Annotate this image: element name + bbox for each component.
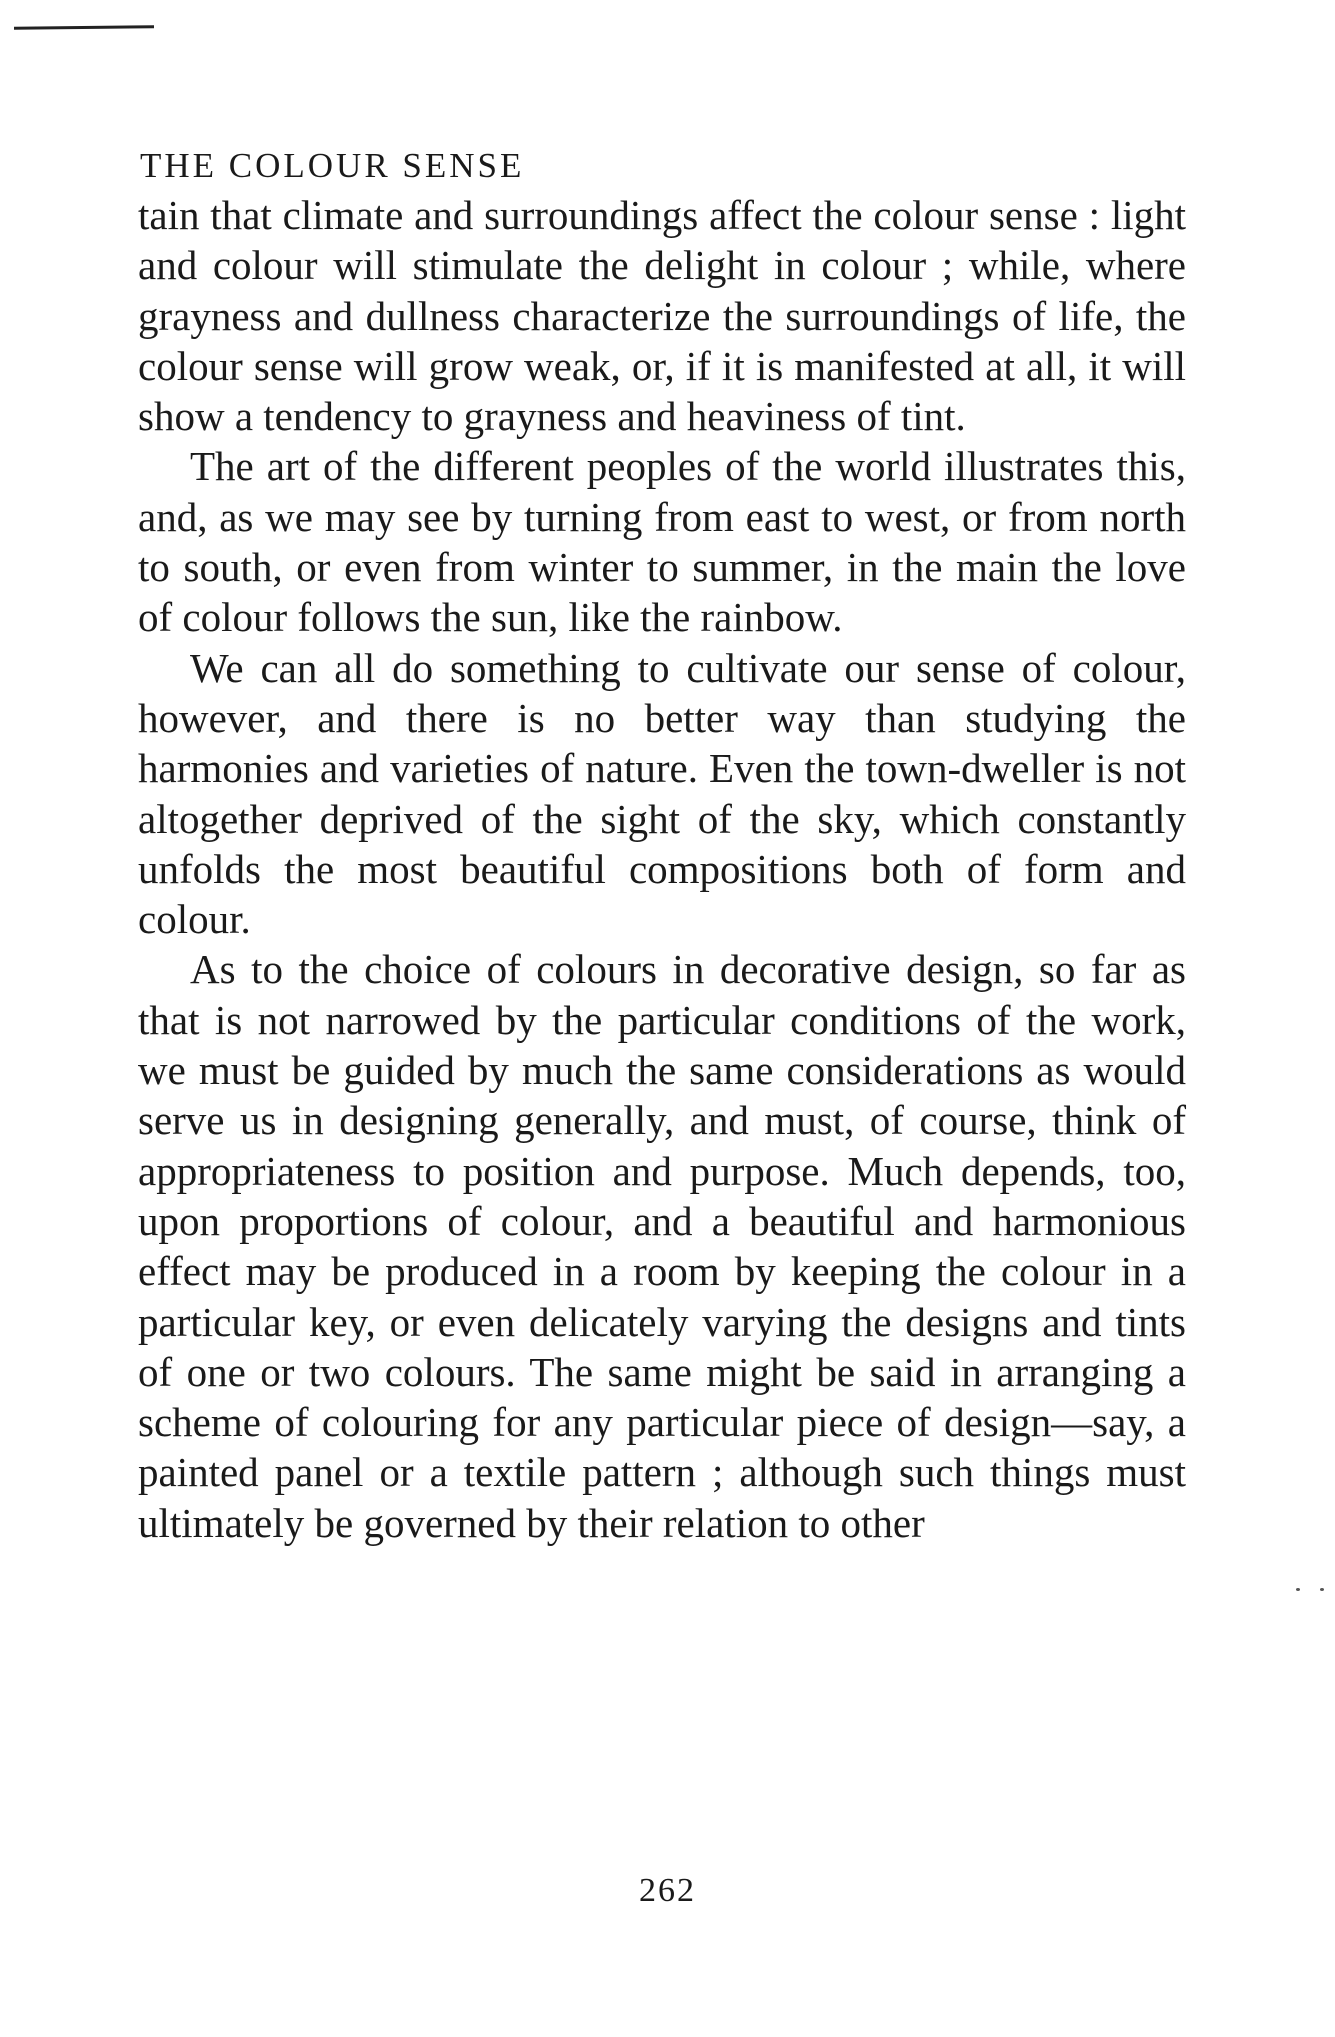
paragraph-3: We can all do something to cultivate our sense of colour, however, and there is no better way than studying the harmonies and varieties of nature. Even the town-dweller is not altogether deprived of the sight of the sky, which constantly unfolds the most beautiful compositions both of form and colour. xyxy=(138,644,1186,943)
page-number: 262 xyxy=(639,1872,696,1909)
top-rule xyxy=(14,25,154,29)
scan-speck xyxy=(1320,1588,1324,1591)
paragraph-1: tain that climate and surroundings affect the colour sense : light and colour will stimulate the delight in colour ; while, where grayness and dullness characterize the surroundings of life, the colour sense will grow weak, or, if it is manifested at all, it will show a tendency to grayness and heaviness of tint. xyxy=(138,192,1186,440)
paragraph-2: The art of the different peoples of the world illustrates this, and, as we may see by turning from east to west, or from north to south, or even from winter to summer, in the main the love of colour follows the sun, like the rainbow. xyxy=(138,443,1186,641)
running-head: THE COLOUR SENSE xyxy=(140,146,525,185)
scan-speck xyxy=(1296,1588,1300,1591)
paragraph-4: As to the choice of colours in decorative design, so far as that is not narrowed by the particular conditions of the work, we must be guided by much the same considerations as would serve us in designing generally, and must, of course, think of appropriateness to position and purpose. Much depends, too, upon proportions of colour, and a beautiful and harmonious effect may be produced in a room by keeping the colour in a particular key, or even delicately varying the designs and tints of one or two colours. The same might be said in arranging a scheme of colouring for any particular piece of design—say, a painted panel or a textile pattern ; although such things must ultimately be governed by their relation to other xyxy=(138,946,1186,1546)
body-text xyxy=(138,190,1186,1548)
